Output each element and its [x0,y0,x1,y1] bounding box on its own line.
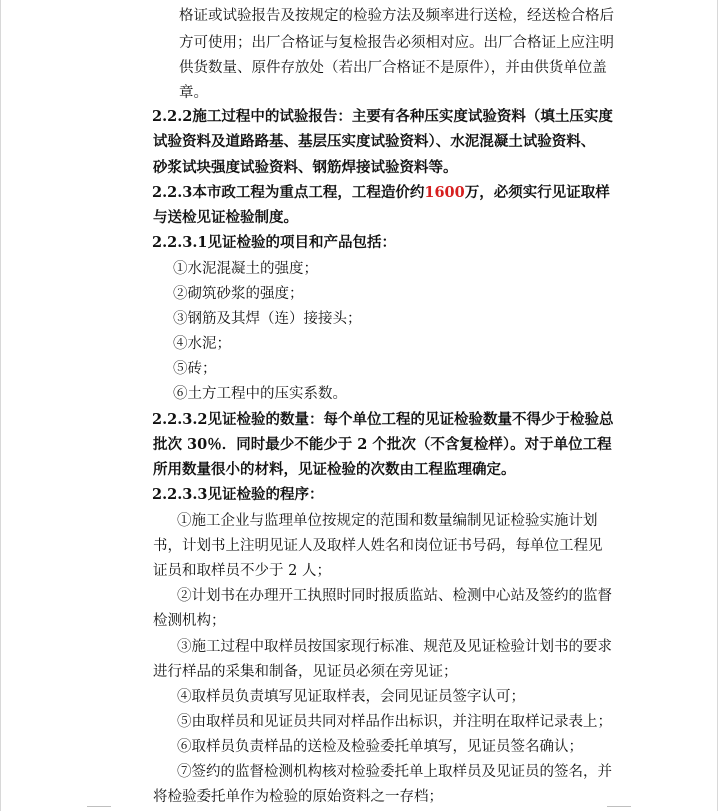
text-line: 方可使用；出厂合格证与复检报告必须相对应。出厂合格证上应注明 [179,35,614,51]
section-title: 见证检验的程序： [207,486,324,503]
section-heading-2-2-3 [152,183,610,203]
section-heading-2-2-3-1 [152,233,396,253]
text-line: 章。 [179,85,208,101]
section-text: 施工过程中的试验报告：主要有各种压实度试验资料（填土压实度 [192,108,613,125]
crop-mark [87,806,111,807]
step-line: 书，计划书上注明见证人及取样人姓名和岗位证书号码，每单位工程见 [153,538,603,554]
list-item: ⑥土方工程中的压实系数。 [173,386,347,402]
step-line: 进行样品的采集和制备，见证员必须在旁见证； [153,664,458,680]
step-line: 检测机构； [153,613,226,629]
text-line: 供货数量、原件存放处（若出厂合格证不是原件），并由供货单位盖 [179,60,607,76]
price-value: 1600 [424,184,465,201]
text-line: 所用数量很小的材料，见证检验的次数由工程监理确定。 [153,461,516,478]
section-number: 2.2.3.1 [152,234,208,251]
section-title: 见证检验的项目和产品包括： [207,234,397,251]
section-number: 2.2.3.3 [152,486,208,503]
section-heading-2-2-3-2 [152,410,614,430]
list-item: ②砌筑砂浆的强度； [173,286,304,302]
step-line: ④取样员负责填写见证取样表，会同见证员签字认可； [177,689,525,705]
section-heading-2-2-2 [152,107,613,127]
section-number: 2.2.3.2 [152,411,208,428]
section-heading-2-2-3-3 [152,485,324,505]
section-text: 见证检验的数量：每个单位工程的见证检验数量不得少于检验总 [207,411,614,428]
section-text: 本市政工程为重点工程，工程造价约 [192,184,425,201]
text-line: 格证或试验报告及按规定的检验方法及频率进行送检，经送检合格后 [179,8,614,24]
step-line: ⑦签约的监督检测机构核对检验委托单上取样员及见证员的签名，并 [177,764,612,780]
step-line: 将检验委托单作为检验的原始资料之一存档； [153,789,443,805]
step-line: ①施工企业与监理单位按规定的范围和数量编制见证检验实施计划 [177,513,598,529]
list-item: ③钢筋及其焊（连）接接头； [173,311,362,327]
list-item: ⑤砖； [173,361,217,377]
step-line: 证员和取样员不少于 2 人； [153,563,331,579]
text-line: 砂浆试块强度试验资料、钢筋焊接试验资料等。 [153,159,458,176]
step-line: ③施工过程中取样员按国家现行标准、规范及见证检验计划书的要求 [177,639,612,655]
step-line: ②计划书在办理开工执照时同时报质监站、检测中心站及签约的监督 [177,588,612,604]
text-line: 与送检见证检验制度。 [153,209,298,226]
text-line: 批次 30％．同时最少不能少于 2 个批次（不含复检样）。对于单位工程 [153,436,612,453]
step-line: ⑥取样员负责样品的送检及检验委托单填写，见证员签名确认； [177,739,583,755]
crop-mark [607,806,631,807]
section-text: 万，必须实行见证取样 [464,184,610,201]
step-line: ⑤由取样员和见证员共同对样品作出标识，并注明在取样记录表上； [177,714,612,730]
text-line: 试验资料及道路路基、基层压实度试验资料）、水泥混凝土试验资料、 [153,133,596,150]
list-item: ④水泥； [173,336,231,352]
section-number: 2.2.2 [152,108,193,125]
list-item: ①水泥混凝土的强度； [173,261,318,277]
section-number: 2.2.3 [152,184,193,201]
